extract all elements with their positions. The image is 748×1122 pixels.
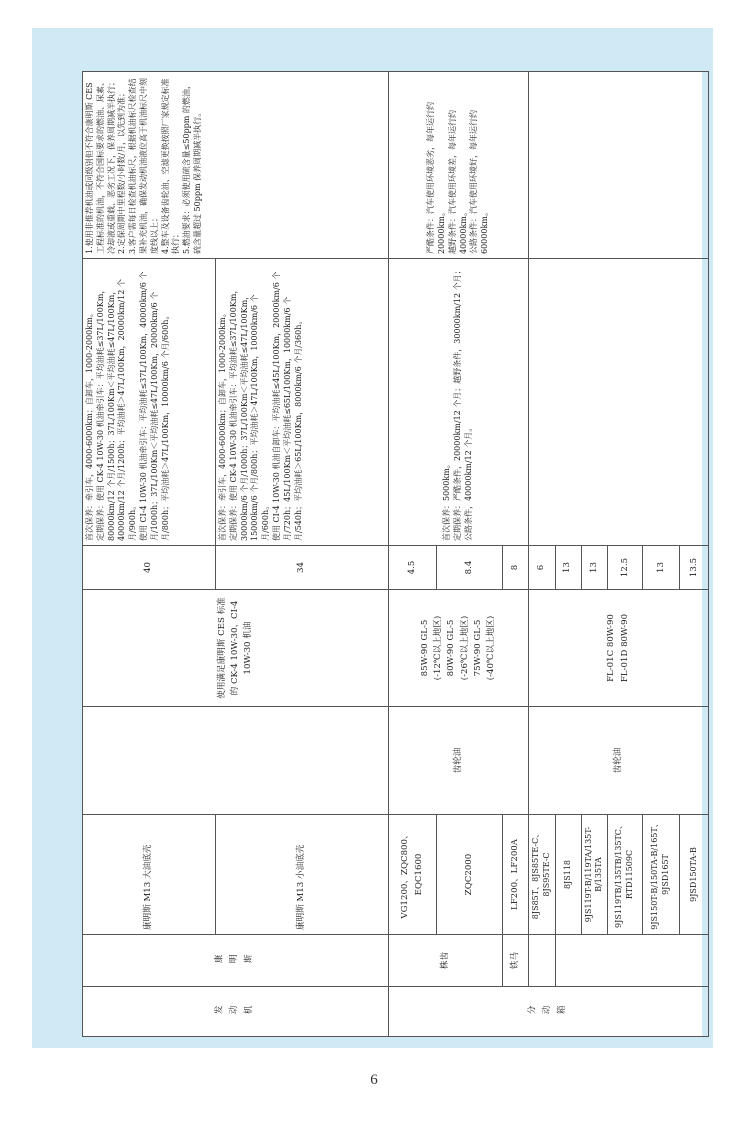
gearbox-capacity: 12.5 — [608, 546, 643, 590]
gearbox-oil-spec: FL-01C 80W-90 FL-01D 80W-90 — [529, 590, 709, 707]
engine-capacity: 40 — [83, 546, 216, 590]
transfer-model: LF200、LF200A — [503, 815, 529, 935]
gearbox-capacity: 13 — [643, 546, 680, 590]
gearbox-brand — [529, 935, 556, 987]
gearbox-model: 9JS119T-B/119TA/135T-B/135TA — [581, 815, 608, 935]
gearbox-capacity: 13.5 — [680, 546, 709, 590]
gearbox-model: 8JS85T、8JS85TE-C、8JS95TE-C — [529, 815, 556, 935]
engine-brand: 康明斯 — [83, 935, 389, 987]
maintenance-table-container — [82, 72, 702, 1037]
gearbox-notes — [529, 72, 709, 259]
transfer-plan: 首次保养：5000km。 定期保养：严酷条件，20000km/12 个月；越野条件，30000km/12 个月；公路条件，40000km/12 个月。 — [389, 259, 529, 546]
transfer-capacity: 8.4 — [437, 546, 503, 590]
transfer-capacity: 8 — [503, 546, 529, 590]
transfer-oil-spec: 85W-90 GL-5 (-12℃以上地区) 80W-90 GL-5 (-26℃以上地区) 75W-90 GL-5 (-40℃以上地区) — [389, 590, 529, 707]
gearbox-capacity: 13 — [581, 546, 608, 590]
gearbox-brand — [555, 935, 709, 987]
engine-plan: 首次保养：牵引车，4000-6000km；自卸车，1000-2000km。 定期保养：使用 CK-4 10W-30 机油牵引车：平均油耗≤37L/100Km，30000km/6 个月/1000h；37L/100Km＜平均油耗≤47L/100Km，15000km/6 个月/800h；平均油耗＞47L/100Km，10000km/6 个月/600h。 使用 CI-4 10W-30 机油自卸车：平均油耗≤45L/100Km，20000km/6 个月/720h；45L/100Km＜平均油耗≤65L/100Km，10000km/6 个月/540h；平均油耗＞65L/100Km，8000km/6 个月/360h。 — [216, 259, 389, 546]
page-number: 6 — [370, 1072, 378, 1088]
maintenance-table — [82, 71, 709, 1037]
gearbox-capacity: 13 — [555, 546, 581, 590]
transfer-oil-type: 齿轮油 — [389, 707, 529, 815]
gearbox-oil-type: 齿轮油 — [529, 707, 709, 815]
transfer-notes: 严酷条件：汽车使用环境恶劣，每年运行约 20000km。 越野条件：汽车使用环境差，每年运行约 40000km。 公路条件：汽车使用环境好，每年运行约 60000km。 — [389, 72, 529, 259]
transfer-brand-zhuchi: 株齿 — [389, 935, 503, 987]
engine-oil-type — [83, 707, 389, 815]
gearbox-model: 9JS119TB/135TB/135TC、RTD11509C — [608, 815, 643, 935]
table-row — [389, 72, 437, 1037]
engine-model: 康明斯 M13 小油底壳 — [216, 815, 389, 935]
engine-oil-spec: 使用满足康明斯 CES 标准的 CK-4 10W-30、CI-4 10W-30 机油 — [83, 590, 389, 707]
rotated-table-area — [82, 72, 702, 1037]
gearbox-model: 9JS150T-B/150TA-B/165T、9JSD165T — [643, 815, 680, 935]
engine-notes: 1.使用非推荐机油或同级别但不符合康明斯 CES 工程标准的机油，不符合国标要求的燃油、尿素、冷却液或重载、恶劣工况下，保养周期减半执行； 2.定保周期中里程数/小时数/月，以先到为准； 3.客户需每日检查机油标尺，根据机油标尺检查结果补充机油，确保发动机油液位高于机油标尺中刻度线以上； 4.整车及设备齿轮油、空滤更换按照厂家规定标准执行； 5.燃油要求：必须使用硫含量≤50ppm 的燃油，硫含量超过 50ppm 保养周期减半执行。 — [83, 72, 389, 259]
engine-plan: 首次保养：牵引车，4000-6000km；自卸车，1000-2000km。 定期保养：使用 CK-4 10W-30 机油牵引车：平均油耗≤37L/100Km，80000km/12 个月/1500h；37L/100Km＜平均油耗≤47L/100Km，40000km/12 个月/1200h；平均油耗＞47L/100Km，20000km/12 个月/900h。 使用 CI-4 10W-30 机油牵引车：平均油耗≤37L/100Km，40000km/6 个月/1000h；37L/100Km＜平均油耗≤47L/100Km，20000km/6 个月/800h；平均油耗＞47L/100Km，10000km/6 个月/600h。 — [83, 259, 216, 546]
table-row — [529, 72, 556, 1037]
gearbox-capacity: 6 — [529, 546, 556, 590]
engine-capacity: 34 — [216, 546, 389, 590]
gearbox-model: 9JSD150TA-B — [680, 815, 709, 935]
table-row — [83, 72, 216, 1037]
gearbox-plan — [529, 259, 709, 546]
transfer-brand-tiema: 铁马 — [503, 935, 529, 987]
engine-model: 康明斯 M13 大油底壳 — [83, 815, 216, 935]
transfer-model: ZQC2000 — [437, 815, 503, 935]
transfer-model: VG1200、ZQC800、EQC1600 — [389, 815, 437, 935]
gearbox-model: 8JS118 — [555, 815, 581, 935]
transfer-capacity: 4.5 — [389, 546, 437, 590]
engine-category: 发动机 — [83, 987, 389, 1037]
transfer-category: 分动箱 — [389, 987, 709, 1037]
